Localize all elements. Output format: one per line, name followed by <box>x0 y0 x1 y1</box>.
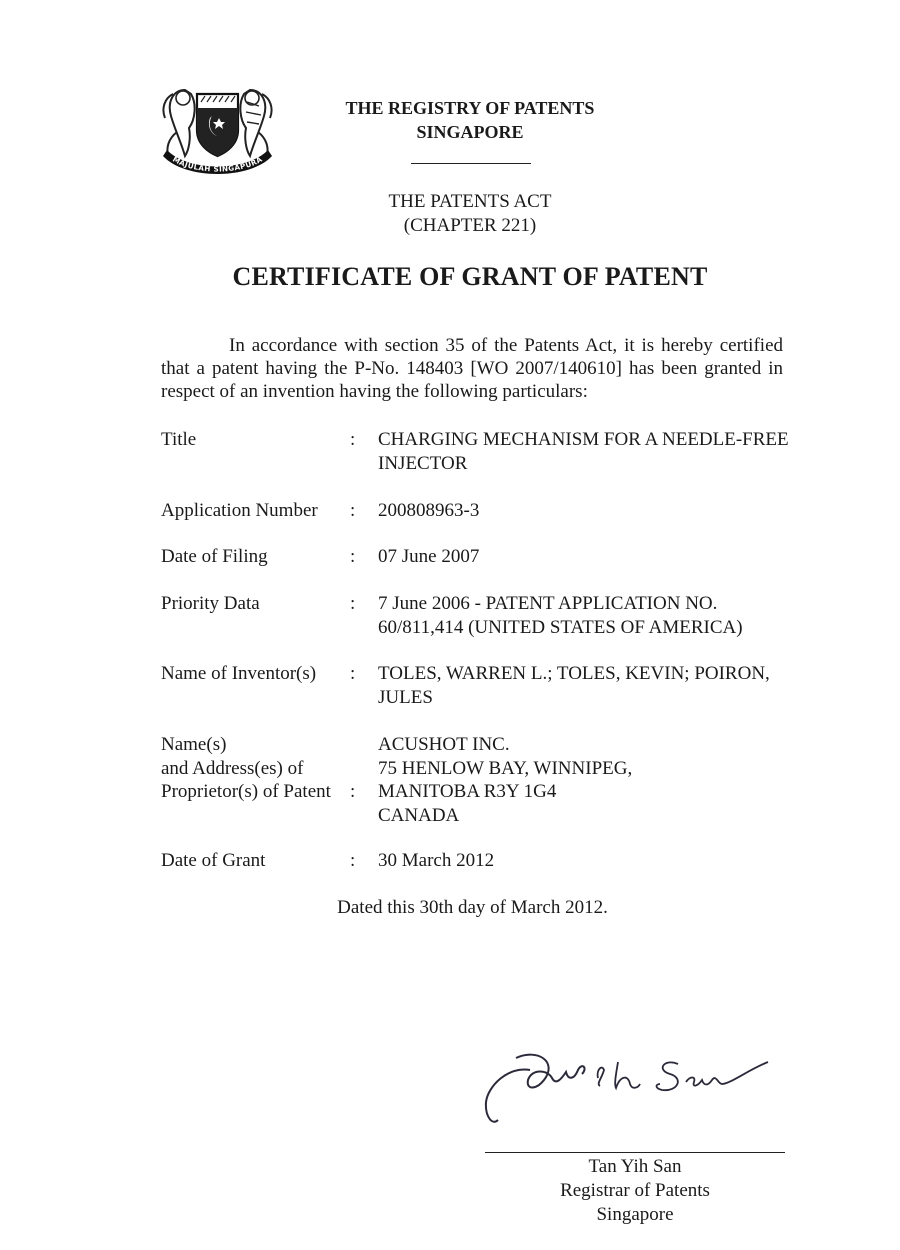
registry-heading <box>330 96 610 144</box>
singapore-crest-logo <box>155 72 280 184</box>
particular-value <box>378 592 818 639</box>
particular-value: 200808963-3 <box>378 500 480 521</box>
act-name: THE PATENTS ACT <box>388 191 552 212</box>
separator-colon: : <box>350 500 356 521</box>
separator-colon: : <box>350 546 356 567</box>
value-line: TOLES, WARREN L.; TOLES, KEVIN; POIRON, <box>378 663 770 684</box>
particular-value: 07 June 2007 <box>378 546 480 567</box>
signatory-place: Singapore <box>596 1204 674 1225</box>
act-chapter: (CHAPTER 221) <box>403 215 537 236</box>
label-line: Proprietor(s) of Patent <box>161 781 331 802</box>
value-line: CHARGING MECHANISM FOR A NEEDLE-FREE <box>378 429 789 450</box>
label-line: Name(s) <box>161 734 227 755</box>
label-line: and Address(es) of <box>161 757 304 779</box>
handwritten-signature <box>478 1040 783 1130</box>
certificate-title: CERTIFICATE OF GRANT OF PATENT <box>232 262 708 291</box>
signatory-name: Tan Yih San <box>588 1156 682 1177</box>
separator-colon: : <box>350 781 356 802</box>
value-line: CANADA <box>378 804 460 826</box>
particular-label: Title <box>161 429 197 450</box>
particular-value <box>378 428 818 475</box>
particular-label <box>161 733 361 804</box>
registry-name: THE REGISTRY OF PATENTS <box>345 98 595 118</box>
particular-label: Application Number <box>161 500 318 521</box>
particular-label: Date of Grant <box>161 850 266 871</box>
separator-colon: : <box>350 429 356 450</box>
registry-country: SINGAPORE <box>416 122 524 142</box>
signature-line <box>485 1152 785 1153</box>
particular-value <box>378 662 818 709</box>
intro-paragraph: In accordance with section 35 of the Patents Act, it is hereby certified that a patent having the P-No. 148403 [WO 2007/140610] has been granted in respect of an invention having the following particulars: <box>161 335 783 402</box>
value-line: 75 HENLOW BAY, WINNIPEG, <box>378 757 633 779</box>
act-heading <box>330 190 610 238</box>
signatory-block <box>485 1155 785 1227</box>
value-line: MANITOBA R3Y 1G4 <box>378 781 557 802</box>
signatory-role: Registrar of Patents <box>560 1180 710 1201</box>
dated-statement: Dated this 30th day of March 2012. <box>337 897 608 918</box>
particular-label: Date of Filing <box>161 546 268 567</box>
value-line: INJECTOR <box>378 452 468 474</box>
separator-colon: : <box>350 850 356 871</box>
value-line: ACUSHOT INC. <box>378 734 510 755</box>
separator-colon: : <box>350 663 356 684</box>
value-line: 60/811,414 (UNITED STATES OF AMERICA) <box>378 616 743 638</box>
value-line: JULES <box>378 686 433 708</box>
value-line: 7 June 2006 - PATENT APPLICATION NO. <box>378 593 718 614</box>
particular-value <box>378 733 818 827</box>
particular-value: 30 March 2012 <box>378 850 495 871</box>
heading-divider <box>411 163 531 164</box>
particular-label: Priority Data <box>161 593 260 614</box>
separator-colon: : <box>350 593 356 614</box>
crest-motto-text: MAJULAH SINGAPURA <box>171 154 264 174</box>
particular-label: Name of Inventor(s) <box>161 663 317 684</box>
